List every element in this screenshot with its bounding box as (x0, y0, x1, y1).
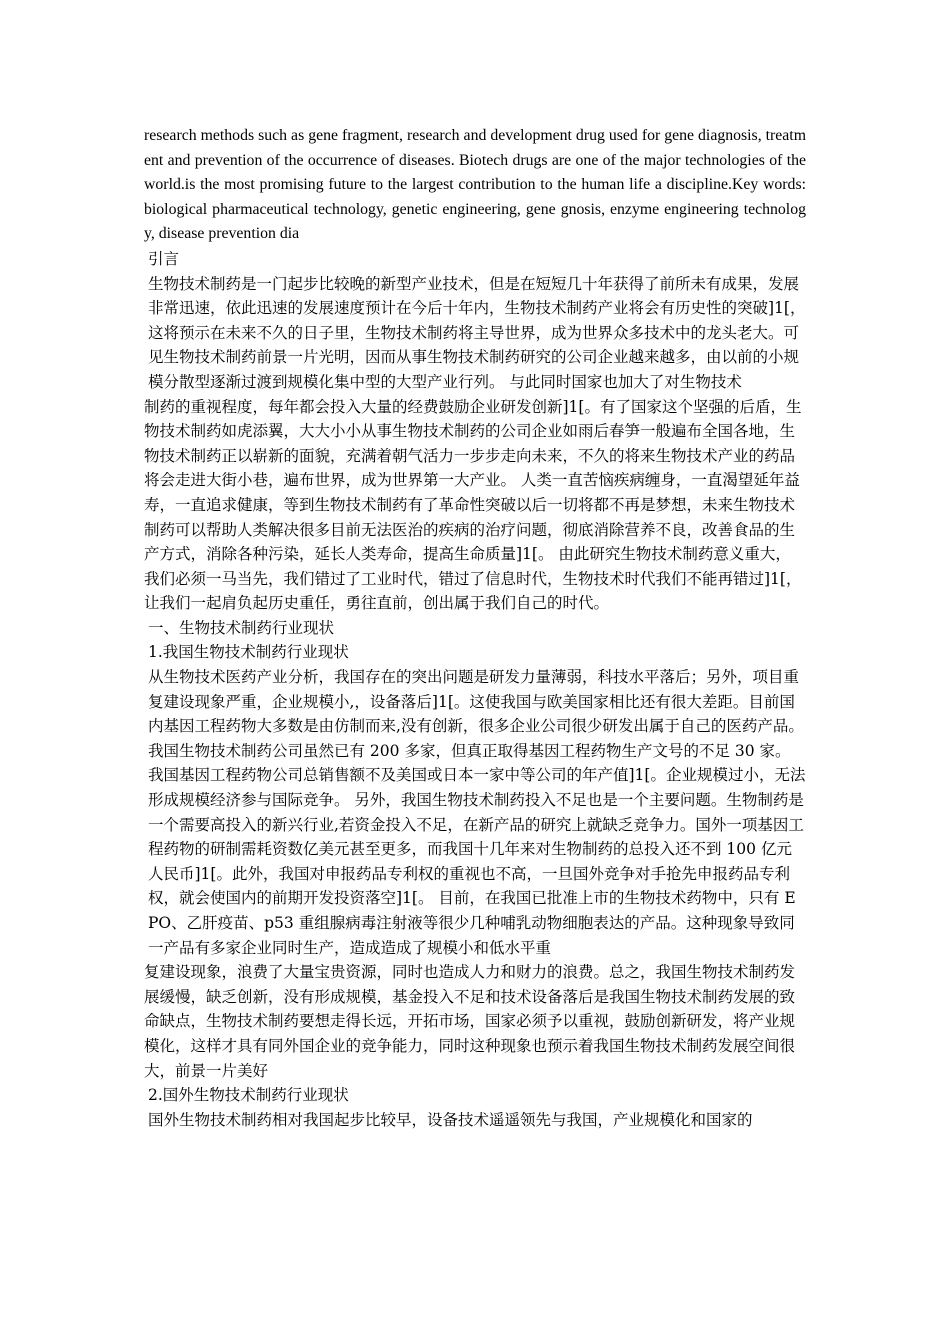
document-page (144, 124, 806, 1132)
section-1-heading: 一、生物技术制药行业现状 (148, 618, 335, 637)
intro-paragraph-2: 制药的重视程度，每年都会投入大量的经费鼓励企业研发创新]1[。有了国家这个坚强的后盾，生物技术制药如虎添翼，大大小小从事生物技术制药的公司企业如雨后春笋一般遍布全国各地，生物技术制药正以崭新的面貌，充满着朝气活力一步步走向未来，不久的将来生物技术产业的药品将会走进大街小巷，遍布世界，成为世界第一大产业。 人类一直苦恼疾病缠身，一直渴望延年益寿，一直追求健康，等到生物技术制药有了革命性突破以后一切将都不再是梦想，未来生物技术制药可以帮助人类解决很多目前无法医治的疾病的治疗问题，彻底消除营养不良，改善食品的生产方式，消除各种污染，延长人类寿命，提高生命质量]1[。 由此研究生物技术制药意义重大，我们必须一马当先，我们错过了工业时代，错过了信息时代，生物技术时代我们不能再错过]1[，让我们一起肩负起历史重任，勇往直前，创出属于我们自己的时代。 (144, 397, 802, 613)
section-1-1-paragraph-1: 从生物技术医药产业分析，我国存在的突出问题是研发力量薄弱，科技水平落后；另外，项目重复建设现象严重，企业规模小,，设备落后]1[。这使我国与欧美国家相比还有很大差距。目前国内基因工程药物大多数是由仿制而来,没有创新，很多企业公司很少研发出属于自己的医药产品。我国生物技术制药公司虽然已有 200 多家，但真正取得基因工程药物生产文号的不足 30 家。我国基因工程药物公司总销售额不及美国或日本一家中等公司的年产值]1[。企业规模过小，无法形成规模经济参与国际竞争。 另外，我国生物技术制药投入不足也是一个主要问题。生物制药是一个需要高投入的新兴行业,若资金投入不足，在新产品的研究上就缺乏竞争力。国外一项基因工程药物的研制需耗资数亿美元甚至更多，而我国十几年来对生物制药的总投入还不到 100 亿元人民币]1[。此外，我国对申报药品专利权的重视也不高，一旦国外竞争对手抢先申报药品专利权，就会使国内的前期开发投资落空]1[。 目前，在我国已批准上市的生物技术药物中，只有 EPO、乙肝疫苗、p53 重组腺病毒注射液等很少几种哺乳动物细胞表达的产品。这种现象导致同一产品有多家企业同时生产，造成造成了规模小和低水平重 (148, 668, 806, 957)
section-1-1-heading: 1.我国生物技术制药行业现状 (148, 643, 349, 662)
english-abstract: research methods such as gene fragment, research and development drug used for gene diagnosis, treatment and prevention of the occurrence of diseases. Biotech drugs are one of the major technologies of the world.is the most promising future to the largest contribution to the human life a discipline.Key words: biological pharmaceutical technology, genetic engineering, gene gnosis, enzyme engineering technology, disease prevention dia (144, 127, 806, 243)
section-1-1-paragraph-2: 复建设现象，浪费了大量宝贵资源，同时也造成人力和财力的浪费。总之，我国生物技术制药发展缓慢，缺乏创新，没有形成规模，基金投入不足和技术设备落后是我国生物技术制药发展的致命缺点，生物技术制药要想走得长远，开拓市场，国家必须予以重视，鼓励创新研发，将产业规模化，这样才具有同外国企业的竞争能力，同时这种现象也预示着我国生物技术制药发展空间很大，前景一片美好 (144, 963, 796, 1080)
section-1-2-paragraph-1: 国外生物技术制药相对我国起步比较早，设备技术遥遥领先与我国，产业规模化和国家的 (148, 1110, 753, 1129)
intro-heading: 引言 (148, 249, 180, 268)
intro-paragraph-1: 生物技术制药是一门起步比较晚的新型产业技术，但是在短短几十年获得了前所未有成果，发展非常迅速，依此迅速的发展速度预计在今后十年内，生物技术制药产业将会有历史性的突破]1[，这将预示在未来不久的日子里，生物技术制药将主导世界，成为世界众多技术中的龙头老大。可见生物技术制药前景一片光明，因而从事生物技术制药研究的公司企业越来越多，由以前的小规模分散型逐渐过渡到规模化集中型的大型产业行列。 与此同时国家也加大了对生物技术 (148, 274, 806, 391)
section-1-2-heading: 2.国外生物技术制药行业现状 (148, 1086, 349, 1105)
